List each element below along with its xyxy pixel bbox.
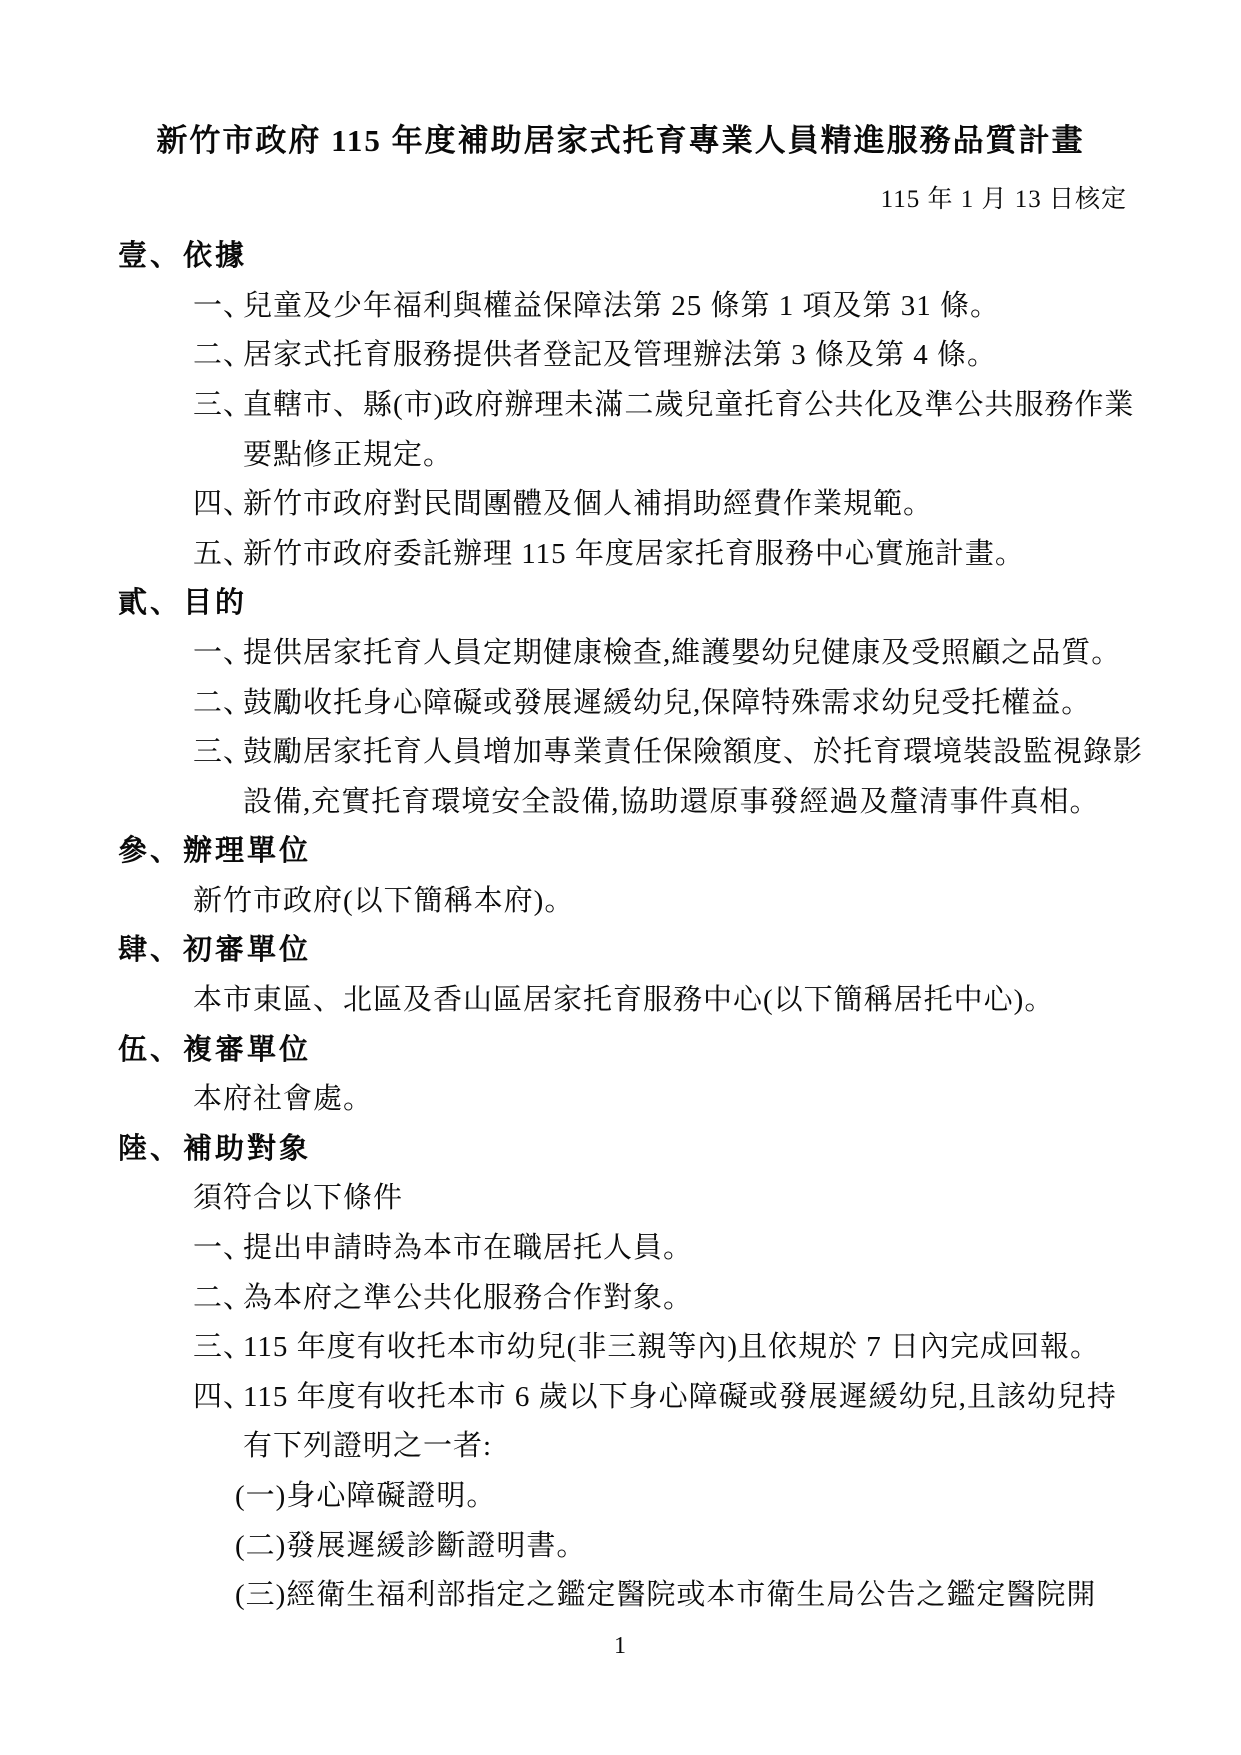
paragraph: 新竹市政府(以下簡稱本府)。 — [193, 885, 575, 917]
item-marker: 三、 — [193, 736, 254, 768]
item-marker: 二、 — [193, 687, 254, 719]
list-item — [193, 335, 997, 375]
item-marker: 五、 — [193, 538, 254, 570]
item-text: 115 年度有收托本市 6 歲以下身心障礙或發展遲緩幼兒,且該幼兒持 — [243, 1381, 1117, 1413]
item-text: 115 年度有收托本市幼兒(非三親等內)且依規於 7 日內完成回報。 — [243, 1331, 1100, 1363]
section-heading-text: 目的 — [183, 587, 248, 619]
continuation-line: 有下列證明之一者: — [243, 1430, 493, 1462]
item-text: 為本府之準公共化服務合作對象。 — [243, 1282, 694, 1314]
section-label: 陸、 — [118, 1133, 183, 1165]
page-title: 新竹市政府 115 年度補助居家式托育專業人員精進服務品質計畫 — [156, 123, 1085, 158]
item-marker: 四、 — [193, 488, 254, 520]
list-item — [193, 484, 933, 524]
item-text: 鼓勵收托身心障礙或發展遲緩幼兒,保障特殊需求幼兒受托權益。 — [243, 687, 1092, 719]
item-text: 提出申請時為本市在職居托人員。 — [243, 1232, 694, 1264]
sub-list-item: (三)經衛生福利部指定之鑑定醫院或本市衛生局公告之鑑定醫院開 — [235, 1579, 1097, 1611]
section-heading-2 — [118, 583, 247, 623]
item-text: 新竹市政府對民間團體及個人補捐助經費作業規範。 — [243, 488, 934, 520]
item-text: 居家式托育服務提供者登記及管理辦法第 3 條及第 4 條。 — [243, 339, 998, 371]
section-heading-text: 補助對象 — [183, 1133, 312, 1165]
item-marker: 三、 — [193, 389, 254, 421]
item-text: 兒童及少年福利與權益保障法第 25 條第 1 項及第 31 條。 — [243, 290, 1001, 322]
continuation-line: 要點修正規定。 — [243, 439, 454, 471]
section-heading-1 — [118, 236, 247, 276]
item-marker: 三、 — [193, 1331, 254, 1363]
paragraph: 本市東區、北區及香山區居家托育服務中心(以下簡稱居托中心)。 — [193, 984, 1055, 1016]
section-heading-text: 初審單位 — [183, 934, 312, 966]
section-label: 貳、 — [118, 587, 183, 619]
list-item — [193, 1377, 1117, 1417]
continuation-line: 設備,充實托育環境安全設備,協助還原事發經過及釐清事件真相。 — [243, 786, 1100, 818]
item-marker: 一、 — [193, 1232, 254, 1264]
section-label: 肆、 — [118, 934, 183, 966]
list-item — [193, 1228, 693, 1268]
paragraph: 須符合以下條件 — [193, 1182, 404, 1214]
page-number: 1 — [614, 1633, 627, 1659]
item-text: 提供居家托育人員定期健康檢查,維護嬰幼兒健康及受照顧之品質。 — [243, 637, 1122, 669]
section-heading-6 — [118, 1129, 311, 1169]
list-item — [193, 385, 1134, 425]
sub-list-item: (一)身心障礙證明。 — [235, 1480, 497, 1512]
item-marker: 二、 — [193, 1282, 254, 1314]
item-marker: 四、 — [193, 1381, 254, 1413]
section-label: 壹、 — [118, 240, 183, 272]
list-item — [193, 683, 1091, 723]
section-heading-text: 依據 — [183, 240, 248, 272]
section-heading-3 — [118, 831, 311, 871]
section-label: 伍、 — [118, 1034, 183, 1066]
item-text: 新竹市政府委託辦理 115 年度居家托育服務中心實施計畫。 — [243, 538, 1025, 570]
list-item — [193, 534, 1025, 574]
section-heading-text: 辦理單位 — [183, 835, 312, 867]
item-marker: 一、 — [193, 637, 254, 669]
item-text: 直轄市、縣(市)政府辦理未滿二歲兒童托育公共化及準公共服務作業 — [243, 389, 1135, 421]
paragraph: 本府社會處。 — [193, 1083, 374, 1115]
list-item — [193, 633, 1121, 673]
section-heading-5 — [118, 1030, 311, 1070]
section-heading-text: 複審單位 — [183, 1034, 312, 1066]
list-item — [193, 1327, 1100, 1367]
section-label: 參、 — [118, 835, 183, 867]
item-text: 鼓勵居家托育人員增加專業責任保險額度、於托育環境裝設監視錄影 — [243, 736, 1144, 768]
list-item — [193, 286, 1000, 326]
approval-date: 115 年 1 月 13 日核定 — [880, 186, 1127, 213]
section-heading-4 — [118, 930, 311, 970]
list-item — [193, 732, 1143, 772]
list-item — [193, 1278, 693, 1318]
sub-list-item: (二)發展遲緩診斷證明書。 — [235, 1530, 587, 1562]
item-marker: 一、 — [193, 290, 254, 322]
item-marker: 二、 — [193, 339, 254, 371]
